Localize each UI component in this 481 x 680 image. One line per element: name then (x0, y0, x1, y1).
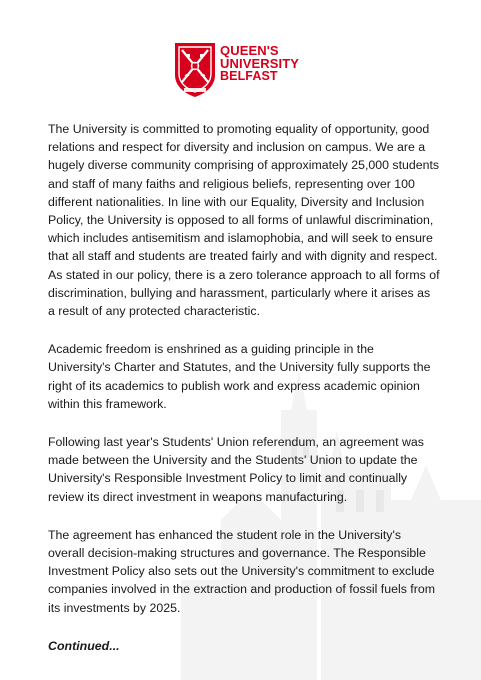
university-wordmark (220, 45, 299, 83)
paragraph-equality: The University is committed to promoting equality of opportunity, good relations and respect for diversity and inclusion on campus. We are a hugely diverse community comprising of approximately 25,000 students and staff of many faiths and religious beliefs, representing over 100 different nationalities. In line with our Equality, Diversity and Inclusion Policy, the University is opposed to all forms of unlawful discrimination, which includes antisemitism and islamophobia, and will seek to ensure that all staff and students are treated fairly and with dignity and respect. As stated in our policy, there is a zero tolerance approach to all forms of discrimination, bullying and harassment, particularly where it arises as a result of any protected characteristic. (48, 122, 440, 319)
paragraph-academic-freedom: Academic freedom is enshrined as a guiding principle in the University's Charter and Statutes, and the University fully supports the right of its academics to publish work and express academic opinion within this framework. (48, 342, 431, 411)
statement-body (48, 120, 440, 655)
crest-icon (174, 42, 216, 98)
continued-note: Continued... (48, 638, 120, 653)
paragraph-referendum: Following last year's Students' Union referendum, an agreement was made between the University and the Students' Union to update the University's Responsible Investment Policy to limit and continually review its direct investment in weapons manufacturing. (48, 435, 424, 504)
logo-line-2: UNIVERSITY (220, 55, 300, 71)
paragraph-agreement: The agreement has enhanced the student role in the University's overall decision-making structures and governance. The Responsible Investment Policy also sets out the University's commitment to exclude companies involved in the extraction and production of fossil fuels from its investments by 2025. (48, 527, 435, 615)
logo-line-3: BELFAST (220, 69, 278, 83)
logo-line-1: QUEEN'S (220, 43, 279, 58)
university-logo (174, 42, 314, 98)
